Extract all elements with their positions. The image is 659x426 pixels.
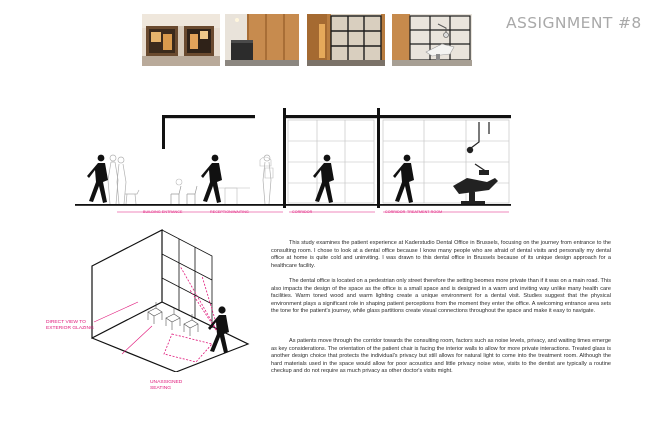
person-walking-icon: [87, 155, 108, 203]
label-building-entrance: BUILDING ENTRANCE: [143, 210, 183, 214]
dental-chair-icon: [453, 164, 498, 204]
annotation-direct-view: [46, 320, 94, 333]
person-standing-icon: [108, 155, 271, 204]
photo-corridor: [307, 14, 385, 66]
paragraph-3: [271, 338, 611, 376]
photo-storefront: [142, 14, 220, 66]
section-drawing: [75, 108, 520, 220]
annotation-direct-view-line2: EXTERIOR GLAZING: [46, 326, 94, 332]
label-corridor-2: CORRIDOR: [385, 210, 406, 214]
axonometric-drawing: [62, 226, 262, 372]
paragraph-1: [271, 240, 611, 270]
ceiling-slab: [163, 115, 511, 118]
person-walking-icon: [201, 155, 222, 203]
page-title: ASSIGNMENT #8: [506, 14, 642, 32]
floor-line: [75, 204, 511, 206]
section-walls: [162, 108, 380, 208]
chair-icon: [171, 186, 197, 204]
dental-lamp-icon: [467, 122, 489, 153]
reception-furniture: [176, 157, 273, 204]
label-reception-waiting: RECEPTION/WAITING: [210, 210, 249, 214]
photo-reception: [225, 14, 299, 66]
annotation-unassigned-line2: SEATING: [150, 386, 172, 392]
paragraph-3-text: As patients move through the corridor towards the consulting room, factors such as noise levels, privacy, and waiting times emerge as key considerations. The orientation of the patient chair is facing the interior walls to allow for more private interactions. Treated glass is another design choice that protects the individual's privacy but still allows for natural light to come into the treatment room. Although the hard materials used in the space would allow for poor acoustics and little privacy noise wise, visits to the dentist are typically a routine checkup and do not require as much privacy as other doctor's visits might.: [271, 338, 611, 375]
label-corridor-1: CORRIDOR: [292, 210, 313, 214]
dog-icon: [125, 190, 139, 204]
annotation-unassigned-seating: [150, 380, 182, 393]
annotation-direct-view-line1: DIRECT VIEW TO: [46, 320, 86, 325]
paragraph-1-text: This study examines the patient experience at Kaderstudio Dental Office in Brussels, focusing on the journey from entrance to the consulting room. I chose to look at a dental office because I know many people who are afraid of dental visits and personally my dental office at home is quite cold and uninviting. I was drawn to this dental office in Brussels because of its unique design approach for a healthcare facility.: [271, 240, 611, 269]
exterior-glazing-grid: [162, 230, 212, 328]
person-walking-icon: [208, 306, 229, 353]
photo-treatment-room: [392, 14, 472, 66]
glazing-partition-corridor: [288, 120, 374, 203]
label-treatment-room: TREATMENT ROOM: [407, 210, 443, 214]
annotation-unassigned-line1: UNASSIGNED: [150, 380, 183, 385]
annotation-leaders: [94, 302, 152, 354]
paragraph-2: [271, 278, 611, 316]
paragraph-2-text: The dental office is located on a pedestrian only street therefore the setting beomes more private than if it was on a main road. This also impacts the design of the space as the office is a small space and is designed in a warm and inviting way unlike many health care facilities. Warm toned wood and warm lighting create a unique environment for a dental visit. Studies suggest that the physical environment plays a significant role in shaping patient perceptions from the moment they enter the office. A welcoming entrance area sets the tone for the patient's journey, while glass partitions create visual connections throughout the space and make it easy to navigate.: [271, 278, 611, 315]
